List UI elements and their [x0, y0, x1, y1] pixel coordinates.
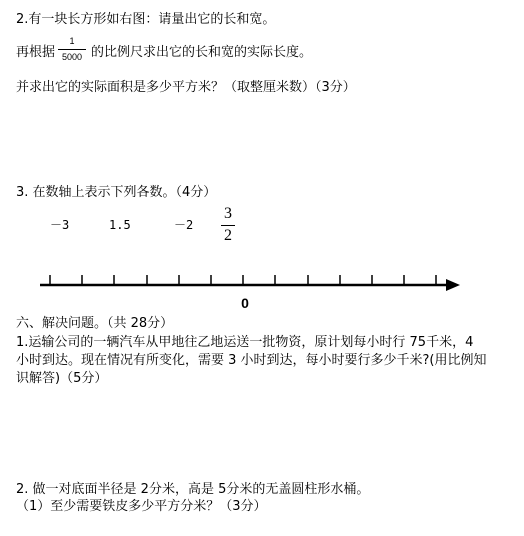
scale-denominator: 5000	[61, 52, 83, 62]
fraction-bar	[221, 225, 235, 226]
section6-heading: 六、解决问题。（共 28分）	[16, 316, 174, 331]
fraction-numerator: 3	[224, 205, 232, 222]
fraction-denominator: 2	[224, 227, 232, 244]
q3-title: 3. 在数轴上表示下列各数。（4分）	[16, 185, 217, 200]
number-1-5: 1.5	[109, 218, 131, 232]
axis-ticks	[50, 275, 436, 285]
p1-line3: 识解答)（5分）	[16, 371, 108, 386]
axis-zero-label: 0	[241, 295, 249, 310]
three-halves-fraction	[221, 205, 235, 245]
p1-line2: 小时到达。现在情况有所变化，需要 3 小时到达，每小时要行多少千米?(用比例知	[16, 353, 487, 368]
q2-line2-suffix: 的比例尺求出它的长和宽的实际长度。	[91, 45, 313, 60]
scale-numerator: 1	[69, 36, 75, 46]
number-neg3: －3	[50, 218, 70, 232]
number-neg2: －2	[174, 218, 194, 232]
p2-line2: （1）至少需要铁皮多少平方分米？（3分）	[16, 499, 267, 514]
number-line	[0, 260, 524, 310]
fraction-bar	[58, 49, 86, 50]
q2-line3: 并求出它的实际面积是多少平方米？（取整厘米数）（3分）	[16, 80, 356, 95]
scale-fraction	[58, 36, 86, 66]
q2-line1: 2.有一块长方形如右图：请量出它的长和宽。	[16, 12, 276, 27]
q2-line2-prefix: 再根据	[16, 45, 56, 60]
p1-line1: 1.运输公司的一辆汽车从甲地往乙地运送一批物资，原计划每小时行 75千米，4	[16, 335, 474, 350]
axis-arrow	[446, 279, 460, 291]
p2-line1: 2. 做一对底面半径是 2分米，高是 5分米的无盖圆柱形水桶。	[16, 482, 370, 497]
